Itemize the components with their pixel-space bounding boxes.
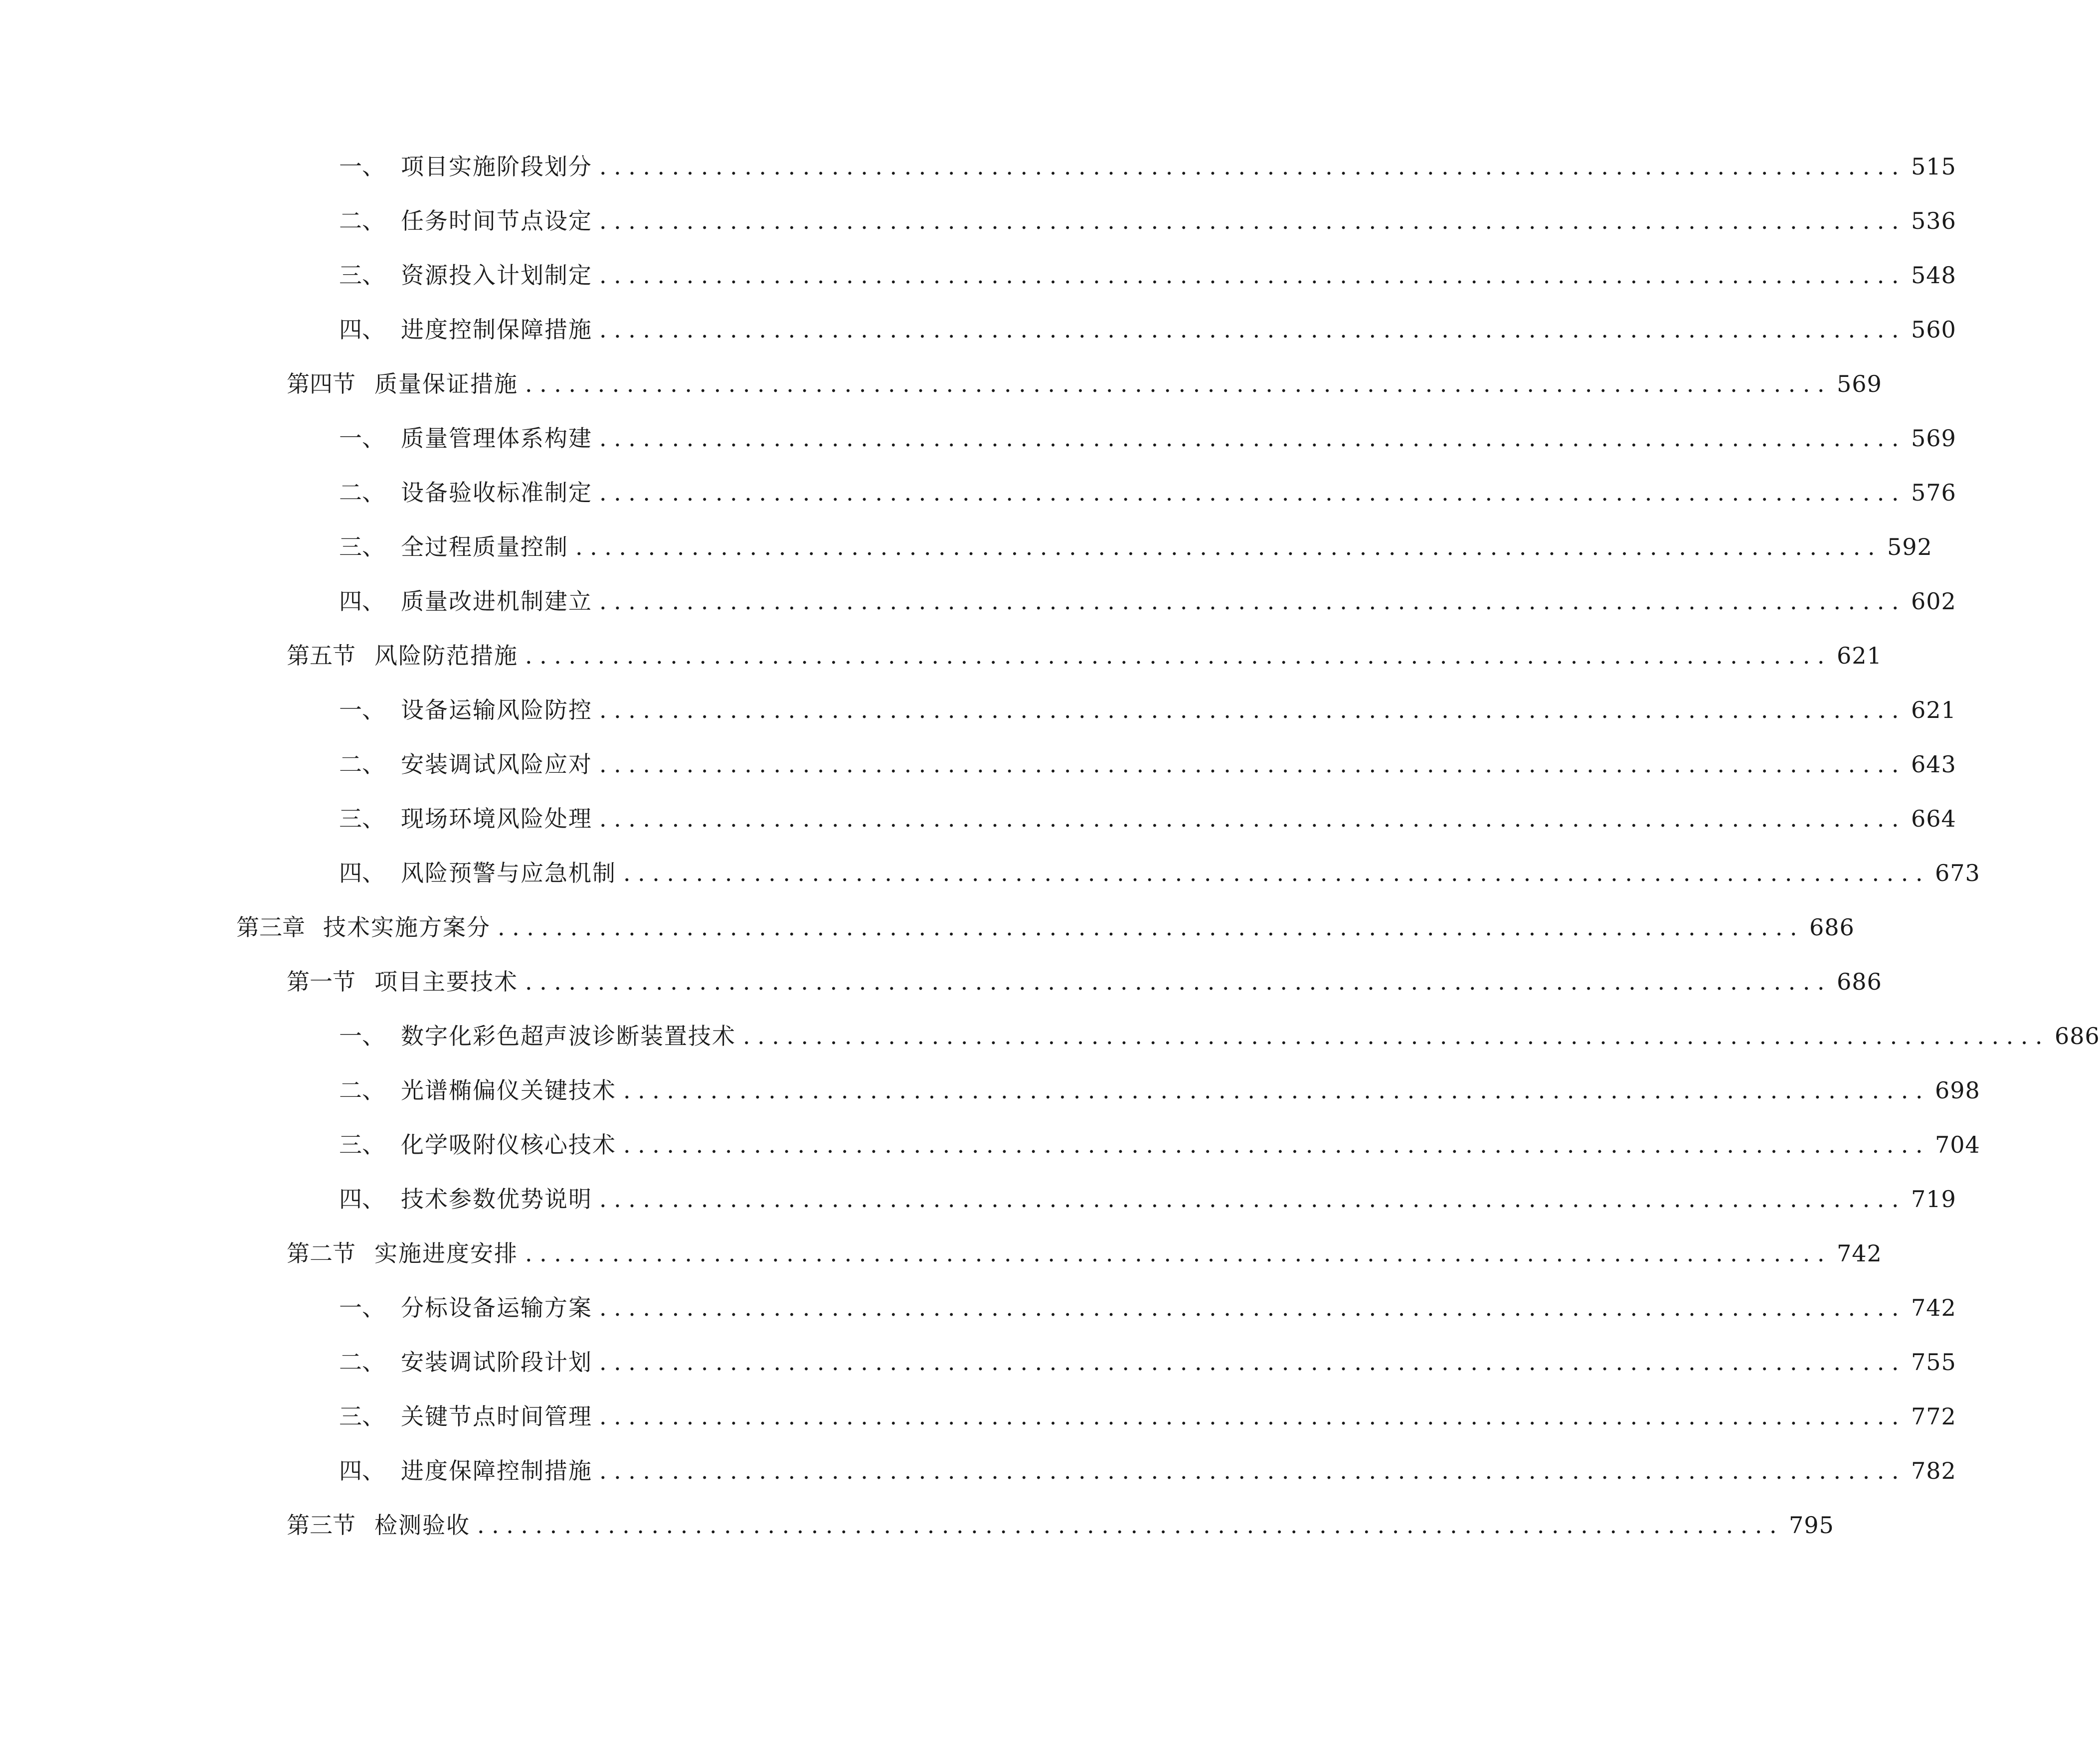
- toc-entry-number: 一、: [339, 153, 385, 180]
- toc-leader-dots: ..........................................................................................: [599, 153, 1906, 180]
- toc-entry-page: 673: [1935, 860, 1980, 886]
- toc-entry-number: 四、: [339, 1186, 385, 1213]
- toc-entry[interactable]: [339, 581, 1956, 621]
- toc-entry-title: 进度保障控制措施: [401, 1457, 592, 1484]
- toc-entry[interactable]: [339, 799, 1956, 839]
- toc-entry[interactable]: [339, 1397, 1956, 1436]
- toc-leader-dots: ..........................................................................................: [599, 479, 1906, 506]
- toc-entry-page: 742: [1911, 1294, 1956, 1321]
- toc-entry-title: 化学吸附仪核心技术: [401, 1131, 616, 1158]
- toc-entry-page: 576: [1911, 479, 1956, 506]
- toc-entry-page: 643: [1911, 751, 1956, 778]
- toc-entry-page: 742: [1837, 1240, 1882, 1267]
- toc-entry-title: 风险预警与应急机制: [401, 860, 616, 886]
- toc-leader-dots: ..........................................................................................: [623, 1077, 1930, 1104]
- toc-entry-number: 二、: [339, 479, 385, 506]
- toc-entry-page: 686: [1837, 968, 1882, 995]
- toc-leader-dots: ..........................................................................................: [599, 1457, 1906, 1484]
- toc-entry-number: 四、: [339, 588, 385, 615]
- toc-entry[interactable]: [287, 636, 1882, 676]
- toc-leader-dots: ..........................................................................................: [599, 1349, 1906, 1376]
- toc-entry-page: 592: [1887, 533, 1932, 560]
- toc-entry-number: 第三节: [287, 1512, 355, 1539]
- toc-leader-dots: ..........................................................................................: [575, 533, 1882, 560]
- toc-entry[interactable]: [339, 690, 1956, 730]
- toc-entry[interactable]: [339, 1288, 1956, 1328]
- toc-leader-dots: ..........................................................................................: [525, 1240, 1832, 1267]
- toc-entry-title: 安装调试阶段计划: [401, 1349, 592, 1376]
- toc-entry[interactable]: [339, 1070, 1980, 1110]
- toc-entry-page: 772: [1911, 1403, 1956, 1430]
- toc-entry-title: 任务时间节点设定: [401, 207, 592, 234]
- toc-entry-title: 质量改进机制建立: [401, 588, 592, 615]
- toc-entry-page: 560: [1911, 316, 1956, 343]
- toc-entry-title: 设备验收标准制定: [401, 479, 592, 506]
- toc-entry-number: 第四节: [287, 370, 355, 397]
- toc-entry-number: 二、: [339, 1349, 385, 1376]
- toc-entry-page: 569: [1837, 370, 1882, 397]
- toc-entry[interactable]: [339, 473, 1956, 513]
- toc-entry-title: 分标设备运输方案: [401, 1294, 592, 1321]
- toc-entry-title: 检测验收: [374, 1512, 470, 1539]
- toc-entry-number: 第三章: [236, 914, 305, 941]
- toc-entry-page: 621: [1837, 642, 1882, 669]
- toc-entry-page: 686: [2055, 1023, 2100, 1049]
- toc-entry-number: 二、: [339, 751, 385, 778]
- toc-entry-number: 四、: [339, 1457, 385, 1484]
- toc-entry-number: 四、: [339, 860, 385, 886]
- toc-leader-dots: ..........................................................................................: [477, 1512, 1784, 1539]
- toc-entry-number: 三、: [339, 262, 385, 289]
- toc-entry[interactable]: [339, 1125, 1980, 1165]
- toc-entry[interactable]: [339, 744, 1956, 784]
- toc-entry-number: 第五节: [287, 642, 355, 669]
- toc-entry-title: 数字化彩色超声波诊断装置技术: [401, 1023, 736, 1049]
- toc-leader-dots: ..........................................................................................: [525, 642, 1832, 669]
- toc-entry-page: 782: [1911, 1457, 1956, 1484]
- toc-entry-title: 质量管理体系构建: [401, 425, 592, 452]
- toc-entry[interactable]: [339, 1342, 1956, 1382]
- toc-entry-page: 536: [1911, 207, 1956, 234]
- toc-leader-dots: ..........................................................................................: [623, 1131, 1930, 1158]
- toc-entry[interactable]: [287, 1505, 1834, 1545]
- toc-entry-number: 二、: [339, 207, 385, 234]
- toc-entry[interactable]: [339, 853, 1980, 893]
- toc-entry-page: 548: [1911, 262, 1956, 289]
- toc-leader-dots: ..........................................................................................: [525, 370, 1832, 397]
- toc-entry[interactable]: [339, 527, 1932, 567]
- toc-entry-page: 664: [1911, 805, 1956, 832]
- toc-entry-page: 515: [1911, 153, 1956, 180]
- toc-leader-dots: ..........................................................................................: [599, 805, 1906, 832]
- toc-entry-page: 704: [1935, 1131, 1980, 1158]
- toc-entry-number: 二、: [339, 1077, 385, 1104]
- toc-entry[interactable]: [339, 1451, 1956, 1491]
- toc-leader-dots: ..........................................................................................: [599, 1186, 1906, 1213]
- toc-entry-title: 设备运输风险防控: [401, 697, 592, 723]
- toc-entry-number: 三、: [339, 1403, 385, 1430]
- toc-entry-number: 一、: [339, 1023, 385, 1049]
- toc-entry-page: 621: [1911, 697, 1956, 723]
- toc-leader-dots: ..........................................................................................: [599, 588, 1906, 615]
- toc-leader-dots: ..........................................................................................: [599, 207, 1906, 234]
- toc-entry[interactable]: [339, 255, 1956, 295]
- toc-entry-number: 四、: [339, 316, 385, 343]
- toc-leader-dots: ..........................................................................................: [743, 1023, 2050, 1049]
- toc-entry-page: 755: [1911, 1349, 1956, 1376]
- toc-entry[interactable]: [339, 310, 1956, 350]
- toc-entry-title: 项目主要技术: [374, 968, 518, 995]
- toc-entry-page: 698: [1935, 1077, 1980, 1104]
- toc-entry[interactable]: [236, 907, 1855, 947]
- toc-leader-dots: ..........................................................................................: [599, 1294, 1906, 1321]
- toc-entry-page: 602: [1911, 588, 1956, 615]
- toc-leader-dots: ..........................................................................................: [599, 425, 1906, 452]
- toc-leader-dots: ..........................................................................................: [599, 262, 1906, 289]
- toc-entry[interactable]: [339, 1016, 2100, 1056]
- toc-entry-page: 569: [1911, 425, 1956, 452]
- toc-entry-title: 风险防范措施: [374, 642, 518, 669]
- toc-entry-title: 实施进度安排: [374, 1240, 518, 1267]
- toc-entry-title: 项目实施阶段划分: [401, 153, 592, 180]
- toc-entry-title: 光谱椭偏仪关键技术: [401, 1077, 616, 1104]
- toc-entry-title: 技术实施方案分: [323, 914, 491, 941]
- toc-leader-dots: ..........................................................................................: [599, 1403, 1906, 1430]
- toc-entry[interactable]: [339, 1179, 1956, 1219]
- toc-leader-dots: ..........................................................................................: [599, 751, 1906, 778]
- toc-entry-title: 关键节点时间管理: [401, 1403, 592, 1430]
- toc-entry-number: 三、: [339, 1131, 385, 1158]
- toc-entry-number: 第二节: [287, 1240, 355, 1267]
- toc-leader-dots: ..........................................................................................: [623, 860, 1930, 886]
- toc-entry[interactable]: [339, 418, 1956, 458]
- toc-entry[interactable]: [287, 364, 1882, 404]
- toc-entry-number: 一、: [339, 697, 385, 723]
- toc-entry-number: 三、: [339, 533, 385, 560]
- toc-entry[interactable]: [287, 1233, 1882, 1273]
- toc-entry[interactable]: [339, 147, 1956, 186]
- toc-entry-title: 质量保证措施: [374, 370, 518, 397]
- toc-entry-title: 进度控制保障措施: [401, 316, 592, 343]
- toc-entry-title: 现场环境风险处理: [401, 805, 592, 832]
- toc-entry[interactable]: [339, 201, 1956, 241]
- toc-entry-page: 795: [1789, 1512, 1834, 1539]
- toc-entry-title: 全过程质量控制: [401, 533, 568, 560]
- toc-entry-page: 719: [1911, 1186, 1956, 1213]
- toc-entry-page: 686: [1809, 914, 1855, 941]
- toc-entry-title: 资源投入计划制定: [401, 262, 592, 289]
- toc-leader-dots: ..........................................................................................: [599, 697, 1906, 723]
- toc-entry-number: 三、: [339, 805, 385, 832]
- toc-entry-number: 第一节: [287, 968, 355, 995]
- toc-leader-dots: ..........................................................................................: [525, 968, 1832, 995]
- toc-entry-title: 安装调试风险应对: [401, 751, 592, 778]
- toc-entry-number: 一、: [339, 425, 385, 452]
- toc-entry-title: 技术参数优势说明: [401, 1186, 592, 1213]
- toc-entry-number: 一、: [339, 1294, 385, 1321]
- toc-leader-dots: ..........................................................................................: [498, 914, 1804, 941]
- toc-leader-dots: ..........................................................................................: [599, 316, 1906, 343]
- toc-entry[interactable]: [287, 962, 1882, 1002]
